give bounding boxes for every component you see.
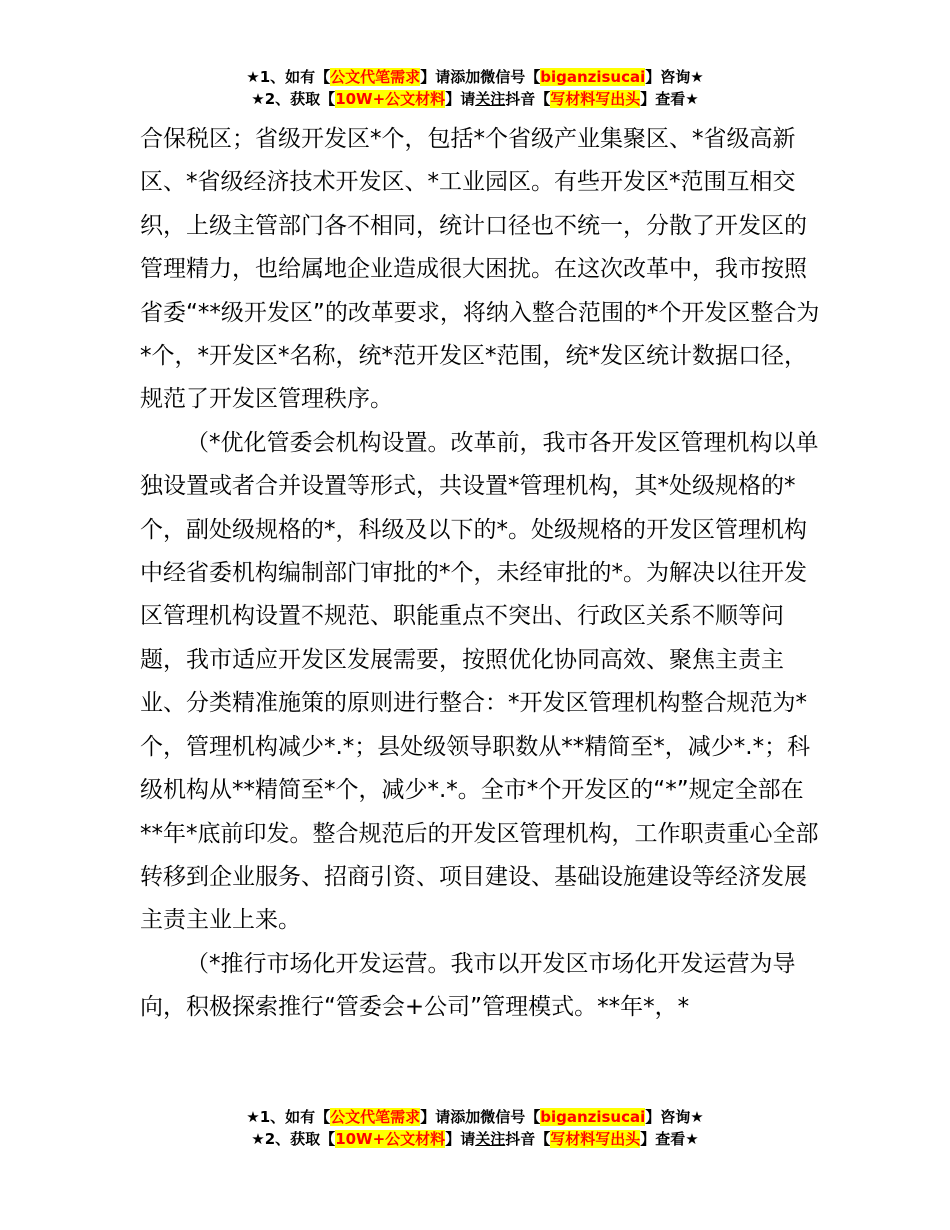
banner-underlined-text: 关注: [475, 90, 506, 108]
paragraph: 合保税区；省级开发区*个，包括*个省级产业集聚区、*省级高新区、*省级经济技术开发区、*工业园区。有些开发区*范围互相交织，上级主管部门各不相同，统计口径也不统一，分散了开发区的管理精力，也给属地企业造成很大困扰。在这次改革中，我市按照省委“**级开发区”的改革要求，将纳入整合范围的*个开发区整合为*个，*开发区*名称，统*范开发区*范围，统*发区统计数据口径，规范了开发区管理秩序。: [140, 126, 820, 413]
banner-text: 】查看★: [640, 90, 699, 108]
banner-text: ★1、如有【: [246, 1108, 331, 1126]
banner-text: ★2、获取【: [251, 1130, 336, 1148]
banner-highlight: 10W+公文材料: [335, 1130, 446, 1148]
banner-highlight: 公文代笔需求: [330, 1108, 421, 1126]
banner-line-1: [0, 1106, 950, 1128]
banner-text: ★2、获取【: [251, 90, 336, 108]
paragraph: （*推行市场化开发运营。我市以开发区市场化开发运营为导向，积极探索推行“管委会+公司”管理模式。**年*，*: [140, 950, 796, 1021]
banner-underlined-text: 关注: [475, 1130, 506, 1148]
banner-text: 】请添加微信号【: [420, 1108, 541, 1126]
document-body: [140, 118, 820, 1030]
banner-highlight: 10W+公文材料: [335, 90, 446, 108]
banner-text: 】请: [445, 90, 476, 108]
banner-text: ★1、如有【: [246, 68, 331, 86]
wechat-id-highlight: biganzisucai: [540, 68, 646, 86]
banner-text: 抖音【: [505, 90, 551, 108]
banner-line-2: [0, 88, 950, 110]
banner-line-2: [0, 1128, 950, 1150]
header-banner: [0, 66, 950, 110]
footer-banner: [0, 1106, 950, 1150]
wechat-id-highlight: biganzisucai: [540, 1108, 646, 1126]
banner-text: 抖音【: [505, 1130, 551, 1148]
douyin-id-highlight: 写材料写出头: [550, 1130, 641, 1148]
paragraph: （*优化管委会机构设置。改革前，我市各开发区管理机构以单独设置或者合并设置等形式，共设置*管理机构，其*处级规格的*个，副处级规格的*，科级及以下的*。处级规格的开发区管理机构中经省委机构编制部门审批的*个，未经审批的*。为解决以往开发区管理机构设置不规范、职能重点不突出、行政区关系不顺等问题，我市适应开发区发展需要，按照优化协同高效、聚焦主责主业、分类精准施策的原则进行整合：*开发区管理机构整合规范为*个，管理机构减少*.*；县处级领导职数从**精简至*，减少*.*；科级机构从**精简至*个，减少*.*。全市*个开发区的“*”规定全部在**年*底前印发。整合规范后的开发区管理机构，工作职责重心全部转移到企业服务、招商引资、项目建设、基础设施建设等经济发展主责主业上来。: [140, 429, 819, 934]
douyin-id-highlight: 写材料写出头: [550, 90, 641, 108]
banner-text: 】请添加微信号【: [420, 68, 541, 86]
banner-line-1: [0, 66, 950, 88]
banner-text: 】咨询★: [645, 68, 704, 86]
banner-text: 】查看★: [640, 1130, 699, 1148]
banner-text: 】请: [445, 1130, 476, 1148]
banner-text: 】咨询★: [645, 1108, 704, 1126]
banner-highlight: 公文代笔需求: [330, 68, 421, 86]
